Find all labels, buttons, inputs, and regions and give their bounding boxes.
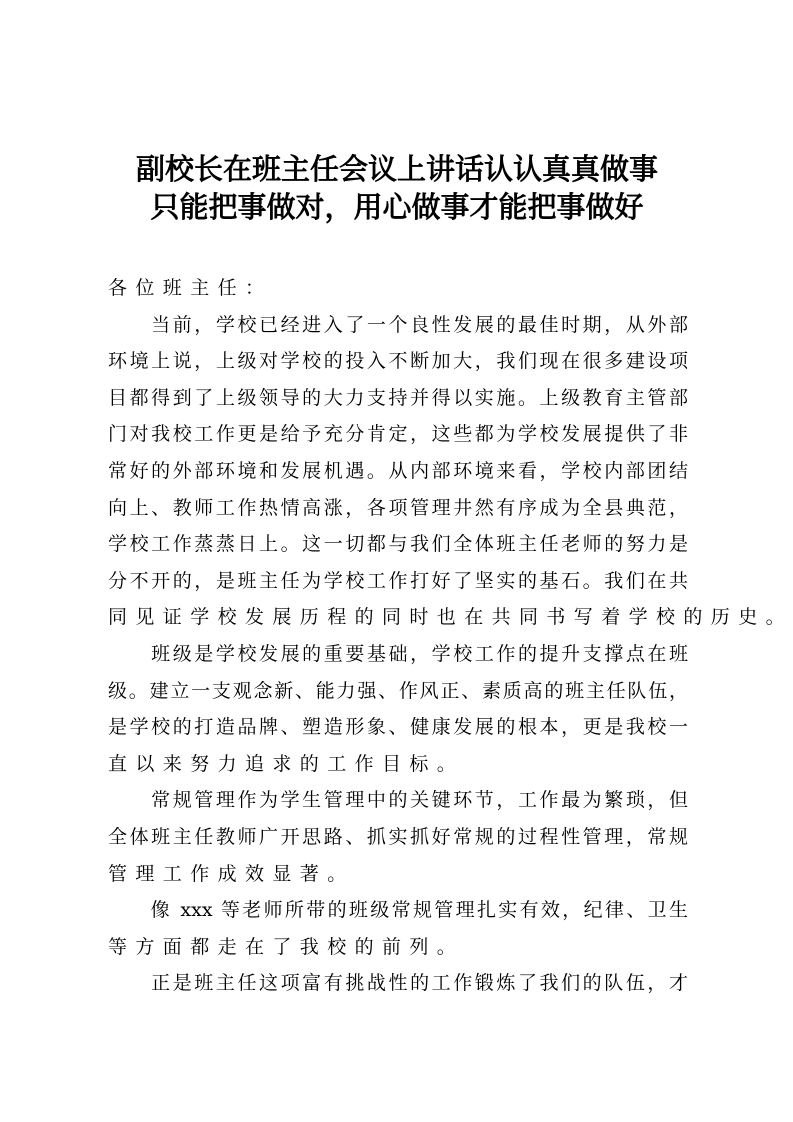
text-line: 环境上说，上级对学校的投入不断加大，我们现在很多建设项 <box>108 350 688 373</box>
text-line: 同见证学校发展历程的同时也在共同书写着学校的历史。 <box>108 606 793 629</box>
text-line: 像 xxx 等老师所带的班级常规管理扎实有效，纪律、卫生 <box>108 899 688 922</box>
title-line: 只能把事做对，用心做事才能把事做好 <box>150 190 644 224</box>
text-line: 直以来努力追求的工作目标。 <box>108 752 465 775</box>
text-line: 正是班主任这项富有挑战性的工作锻炼了我们的队伍，才 <box>108 972 688 995</box>
text-line: 班级是学校发展的重要基础，学校工作的提升支撑点在班 <box>108 642 688 665</box>
salutation: 各位班主任： <box>108 277 273 299</box>
text-line: 是学校的打造品牌、塑造形象、健康发展的根本，更是我校一 <box>108 716 688 739</box>
text-line: 学校工作蒸蒸日上。这一切都与我们全体班主任老师的努力是 <box>108 533 688 556</box>
text-line: 分不开的，是班主任为学校工作打好了坚实的基石。我们在共 <box>108 569 688 592</box>
text-line: 管理工作成效显著。 <box>108 862 355 885</box>
text-line: 向上、教师工作热情高涨，各项管理井然有序成为全县典范， <box>108 496 688 519</box>
text-line: 等方面都走在了我校的前列。 <box>108 935 465 958</box>
text-line: 当前，学校已经进入了一个良性发展的最佳时期，从外部 <box>108 313 688 336</box>
title-line: 副校长在班主任会议上讲话认认真真做事 <box>135 152 658 186</box>
text-line: 全体班主任教师广开思路、抓实抓好常规的过程性管理，常规 <box>108 825 688 848</box>
body-text <box>108 307 793 1002</box>
text-line: 目都得到了上级领导的大力支持并得以实施。上级教育主管部 <box>108 386 688 409</box>
text-line: 常规管理作为学生管理中的关键环节，工作最为繁琐，但 <box>108 789 688 812</box>
text-line: 门对我校工作更是给予充分肯定，这些都为学校发展提供了非 <box>108 423 688 446</box>
text-line: 常好的外部环境和发展机遇。从内部环境来看，学校内部团结 <box>108 459 688 482</box>
document-body <box>108 270 793 1002</box>
text-line: 级。建立一支观念新、能力强、作风正、素质高的班主任队伍， <box>108 679 688 702</box>
document-title <box>100 150 694 226</box>
